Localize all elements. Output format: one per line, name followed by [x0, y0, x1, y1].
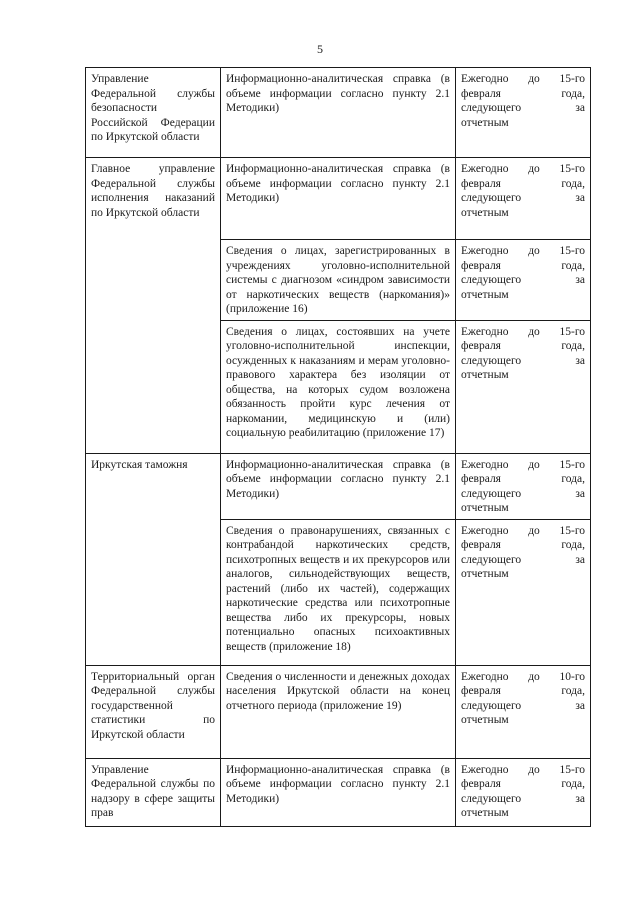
- table-row: [86, 68, 591, 158]
- deadline-word: за: [575, 699, 585, 712]
- deadline-word: до: [528, 73, 540, 85]
- deadline-word: 15-го: [559, 524, 585, 537]
- deadline-word: до: [528, 163, 540, 175]
- deadline-word: года,: [561, 177, 585, 190]
- deadline-cell: [456, 453, 591, 519]
- table-row: [86, 453, 591, 519]
- organization-cell: Территориальный орган Федеральной службы государственной статистики по Иркутской области: [86, 665, 221, 758]
- deadline-word: года,: [561, 539, 585, 551]
- deadline-word: февраля: [461, 473, 501, 485]
- deadline-word: до: [528, 763, 540, 776]
- deadline-word: до: [528, 458, 540, 471]
- deadline-word: Ежегодно: [461, 763, 509, 776]
- deadline-word: февраля: [461, 87, 501, 100]
- organization-cell: Главное управление Федеральной службы исполнения наказаний по Иркутской области: [86, 158, 221, 454]
- deadline-word: за: [575, 102, 585, 114]
- deadline-word: февраля: [461, 778, 501, 790]
- deadline-word: года,: [561, 340, 585, 352]
- deadline-word: февраля: [461, 685, 501, 697]
- deadline-word: года,: [561, 685, 585, 697]
- deadline-word: отчетным: [461, 568, 509, 580]
- organization-cell: Иркутская таможня: [86, 453, 221, 665]
- deadline-word: за: [575, 553, 585, 566]
- document-cell: Информационно-аналитическая справка (в объеме информации согласно пункту 2.1 Методики): [221, 68, 456, 158]
- deadline-word: за: [575, 354, 585, 367]
- deadline-cell: [456, 68, 591, 158]
- deadline-word: Ежегодно: [461, 73, 509, 85]
- deadline-word: за: [575, 487, 585, 500]
- deadline-word: Ежегодно: [461, 458, 509, 471]
- table-row: [86, 665, 591, 758]
- deadline-word: 10-го: [559, 670, 585, 683]
- page-number: 5: [317, 42, 323, 56]
- deadline-word: следующего: [461, 192, 522, 204]
- document-cell: Сведения о лицах, зарегистрированных в учреждениях уголовно-исполнительной системы с диагнозом «синдром зависимости от наркотических веществ (наркомания)» (приложение 16): [221, 240, 456, 321]
- deadline-word: года,: [561, 259, 585, 272]
- deadline-word: следующего: [461, 553, 522, 566]
- organization-cell: Управление Федеральной службы безопасности Российской Федерации по Иркутской области: [86, 68, 221, 158]
- deadline-word: отчетным: [461, 369, 509, 381]
- deadline-cell: [456, 665, 591, 758]
- deadline-cell: [456, 240, 591, 321]
- deadline-word: до: [528, 325, 540, 338]
- deadline-word: 15-го: [559, 73, 585, 85]
- deadline-word: года,: [561, 87, 585, 100]
- deadline-word: следующего: [461, 487, 522, 500]
- deadline-word: 15-го: [559, 163, 585, 175]
- deadline-word: за: [575, 792, 585, 805]
- document-cell: Сведения о лицах, состоявших на учете уголовно-исполнительной инспекции, осужденных к наказаниям и мерам уголовно-правового характера без изоляции от общества, на которых судом возложена обязанность пройти курс лечения от наркомании, медицинскую и (или) социальную реабилитацию (приложение 17): [221, 320, 456, 453]
- document-cell: Информационно-аналитическая справка (в объеме информации согласно пункту 2.1 Методики): [221, 758, 456, 826]
- document-cell: Сведения о численности и денежных доходах населения Иркутской области на конец отчетного периода (приложение 19): [221, 665, 456, 758]
- deadline-word: следующего: [461, 354, 522, 367]
- deadline-word: следующего: [461, 792, 522, 805]
- deadline-word: за: [575, 274, 585, 286]
- deadline-word: до: [528, 670, 540, 683]
- deadline-word: до: [528, 245, 540, 257]
- reporting-table: [85, 67, 591, 827]
- table-row: [86, 758, 591, 826]
- deadline-word: следующего: [461, 102, 522, 114]
- deadline-word: 15-го: [559, 245, 585, 257]
- deadline-word: года,: [561, 473, 585, 485]
- deadline-word: следующего: [461, 699, 522, 712]
- deadline-word: отчетным: [461, 807, 509, 819]
- deadline-word: Ежегодно: [461, 670, 509, 683]
- deadline-word: отчетным: [461, 116, 509, 129]
- document-cell: Информационно-аналитическая справка (в объеме информации согласно пункту 2.1 Методики): [221, 158, 456, 240]
- document-cell: Сведения о правонарушениях, связанных с контрабандой наркотических средств, психотропных веществ и их прекурсоров или аналогов, сильнодействующих веществ, растений (либо их частей), содержащих наркотические средства или психотропные вещества либо их прекурсоры, новых потенциально опасных психоактивных веществ (приложение 18): [221, 519, 456, 665]
- table-row: [86, 158, 591, 240]
- deadline-word: Ежегодно: [461, 325, 509, 338]
- deadline-word: февраля: [461, 259, 501, 272]
- organization-cell: Управление Федеральной службы по надзору в сфере защиты прав: [86, 758, 221, 826]
- deadline-word: за: [575, 192, 585, 204]
- deadline-word: отчетным: [461, 288, 509, 301]
- deadline-cell: [456, 158, 591, 240]
- deadline-word: Ежегодно: [461, 524, 509, 537]
- deadline-word: февраля: [461, 340, 501, 352]
- deadline-word: Ежегодно: [461, 163, 509, 175]
- deadline-cell: [456, 758, 591, 826]
- deadline-word: Ежегодно: [461, 245, 509, 257]
- deadline-word: до: [528, 524, 540, 537]
- deadline-cell: [456, 519, 591, 665]
- deadline-word: отчетным: [461, 502, 509, 514]
- deadline-word: отчетным: [461, 206, 509, 219]
- deadline-word: отчетным: [461, 714, 509, 726]
- document-cell: Информационно-аналитическая справка (в объеме информации согласно пункту 2.1 Методики): [221, 453, 456, 519]
- deadline-word: 15-го: [559, 763, 585, 776]
- deadline-word: года,: [561, 778, 585, 790]
- deadline-word: февраля: [461, 177, 501, 190]
- deadline-word: 15-го: [559, 458, 585, 471]
- deadline-word: следующего: [461, 274, 522, 286]
- deadline-word: 15-го: [559, 325, 585, 338]
- table-body: [86, 68, 591, 827]
- deadline-word: февраля: [461, 539, 501, 551]
- deadline-cell: [456, 320, 591, 453]
